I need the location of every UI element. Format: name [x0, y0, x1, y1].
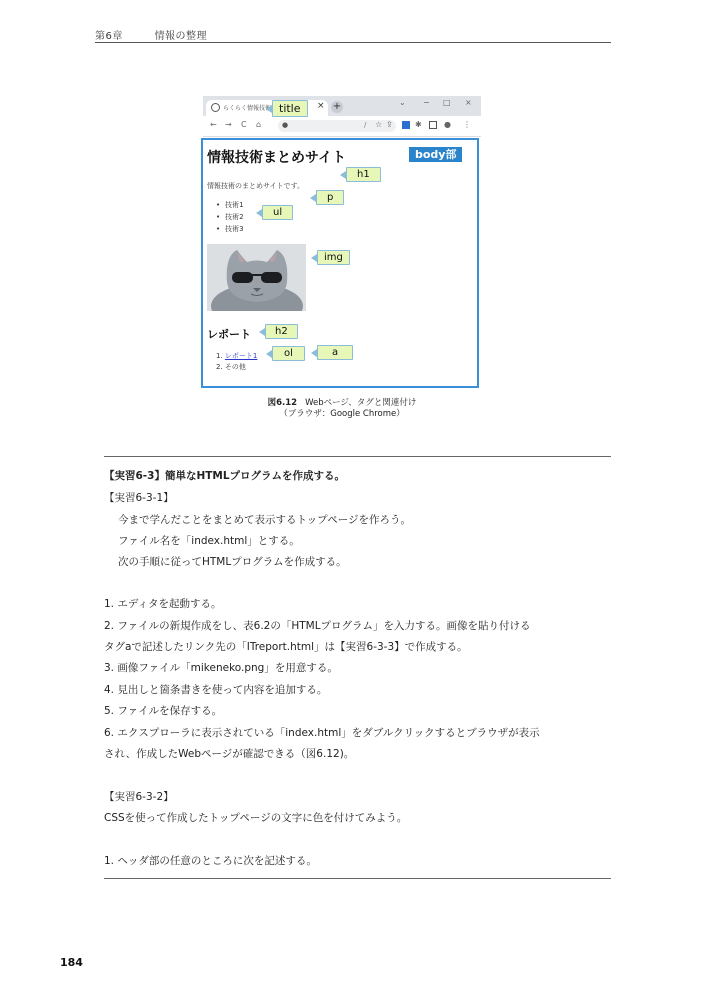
- chevron-down-icon[interactable]: ⌄: [399, 98, 406, 107]
- favicon-icon: [211, 103, 220, 112]
- figure-number: 図6.12: [267, 398, 298, 408]
- caption-text: Webページ、タグと関連付け: [305, 398, 417, 408]
- ordered-item-1: [216, 351, 257, 362]
- list-item: • 技術3: [216, 223, 244, 235]
- new-tab-button[interactable]: +: [332, 101, 342, 112]
- nav-bar: [203, 116, 481, 137]
- step-line: 1. エディタを起動する。: [104, 598, 222, 610]
- callout-img: img: [317, 250, 350, 265]
- exercise-sub-heading-2: 【実習6-3-2】: [104, 791, 174, 803]
- back-icon[interactable]: ←: [210, 120, 217, 129]
- figure-caption: [203, 398, 481, 420]
- tab-close-icon[interactable]: ×: [317, 101, 325, 111]
- section-label: 情報の整理: [154, 31, 208, 42]
- chapter-label: 第6章: [95, 31, 123, 42]
- star-icon[interactable]: ☆: [375, 120, 383, 129]
- ordered-item-number: 1.: [216, 352, 223, 360]
- profile-icon[interactable]: ●: [444, 120, 451, 129]
- caption-line-2: （ブラウザ：Google Chrome）: [279, 409, 405, 419]
- slash-mark: /: [364, 121, 367, 129]
- page-ul: [216, 199, 244, 235]
- tab-bar: [203, 96, 481, 116]
- minimize-icon[interactable]: −: [423, 98, 430, 107]
- page-paragraph: 情報技術のまとめサイトです。: [207, 182, 304, 190]
- callout-title: title: [272, 100, 308, 117]
- maximize-icon[interactable]: □: [443, 98, 451, 107]
- box-bottom-rule: [104, 878, 611, 879]
- ordered-item-2: [216, 362, 257, 373]
- intro-line: 次の手順に従ってHTMLプログラムを作成する。: [118, 556, 347, 568]
- callout-body: body部: [409, 147, 462, 162]
- puzzle-icon[interactable]: ✱: [415, 120, 422, 129]
- lock-icon: ●: [282, 121, 289, 129]
- caption-line-1: [203, 398, 481, 409]
- tab-title: らくらく情報技術: [223, 105, 272, 112]
- page-ol: [216, 351, 257, 373]
- extension-icon[interactable]: [402, 121, 410, 129]
- exercise-title: 【実習6-3】簡単なHTMLプログラムを作成する。: [104, 470, 345, 482]
- step-line: 1. ヘッダ部の任意のところに次を記述する。: [104, 855, 317, 867]
- step-line: タグaで記述したリンク先の「ITreport.html」は【実習6-3-3】で作成する。: [104, 641, 468, 653]
- reload-icon[interactable]: C: [241, 120, 247, 129]
- page-h1: 情報技術まとめサイト: [207, 150, 347, 166]
- ordered-item-number: 2.: [216, 363, 223, 371]
- step-line: 2. ファイルの新規作成をし、表6.2の「HTMLプログラム」を入力する。画像を貼り付ける: [104, 620, 531, 632]
- callout-ul: ul: [262, 205, 293, 220]
- ordered-item-text: その他: [224, 363, 246, 371]
- cat-image: [207, 244, 306, 311]
- running-header: [95, 27, 207, 42]
- step-line: され、作成したWebページが確認できる（図6.12)。: [104, 748, 355, 760]
- intro-line: ファイル名を「index.html」とする。: [118, 535, 300, 547]
- menu-icon[interactable]: ⋮: [463, 120, 471, 129]
- forward-icon[interactable]: →: [225, 120, 232, 129]
- box-top-rule: [104, 456, 611, 457]
- exercise-sub-heading-1: 【実習6-3-1】: [104, 492, 174, 504]
- window-close-icon[interactable]: ×: [465, 98, 472, 107]
- step-line: 3. 画像ファイル「mikeneko.png」を用意する。: [104, 662, 338, 674]
- step-line: 6. エクスプローラに表示されている「index.html」をダブルクリックするとブラウザが表示: [104, 727, 540, 739]
- header-divider: [95, 42, 611, 43]
- step-line: 4. 見出しと箇条書きを使って内容を追加する。: [104, 684, 328, 696]
- page-number: 184: [60, 956, 83, 969]
- callout-h1: h1: [346, 167, 381, 182]
- cat-with-sunglasses-image: [207, 244, 306, 311]
- css-instruction: CSSを使って作成したトップページの文字に色を付けてみよう。: [104, 812, 408, 824]
- intro-line: 今まで学んだことをまとめて表示するトップページを作ろう。: [118, 514, 412, 526]
- callout-a: a: [317, 345, 353, 360]
- report-link[interactable]: レポート1: [224, 352, 258, 360]
- page-h2: レポート: [207, 328, 251, 341]
- callout-h2: h2: [265, 324, 298, 339]
- sidebar-icon[interactable]: [429, 121, 437, 129]
- home-icon[interactable]: ⌂: [256, 120, 262, 129]
- step-line: 5. ファイルを保存する。: [104, 705, 223, 717]
- callout-p: p: [316, 190, 344, 205]
- callout-ol: ol: [272, 346, 305, 361]
- list-item: • 技術1: [216, 199, 244, 211]
- share-icon[interactable]: ⇪: [386, 120, 393, 129]
- list-item: • 技術2: [216, 211, 244, 223]
